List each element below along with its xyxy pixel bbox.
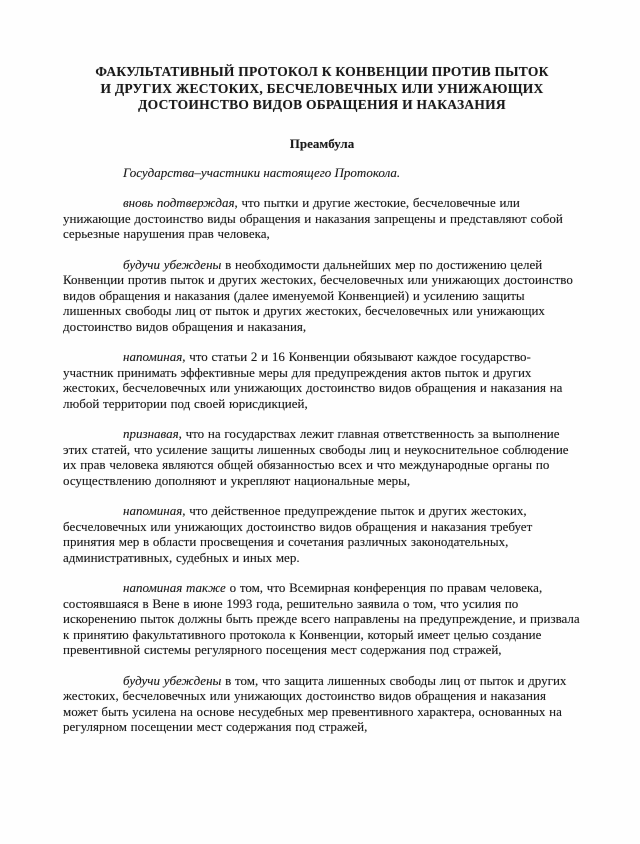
- paragraph-lead: признавая: [123, 426, 179, 441]
- document-title-line-3: ДОСТОИНСТВО ВИДОВ ОБРАЩЕНИЯ И НАКАЗАНИЯ: [138, 97, 506, 112]
- preamble-paragraph-2: [63, 249, 581, 335]
- document-title: [63, 64, 581, 114]
- preamble-paragraph-1: [63, 187, 581, 242]
- preamble-paragraph-5: [63, 495, 581, 565]
- paragraph-text: , что пытки и другие жестокие, бесчеловечные или унижающие достоинство виды обращения и наказания запрещены и представляют собой серьезные нарушения прав человека,: [63, 195, 563, 241]
- salutation-line: Государства–участники настоящего Протокола.: [123, 164, 401, 180]
- paragraph-lead: будучи убеждены: [123, 672, 222, 688]
- paragraph-text: в том, что защита лишенных свободы лиц от пыток и других жестоких, бесчеловечных или унижающих достоинство видов обращения и наказания может быть усилена на основе несудебных мер превентивного характера, основанных на регулярном посещении мест содержания под стражей,: [63, 672, 567, 734]
- paragraph-lead: напоминая: [123, 349, 183, 364]
- document-content: [63, 64, 581, 735]
- document-title-line-2: И ДРУГИХ ЖЕСТОКИХ, БЕСЧЕЛОВЕЧНЫХ ИЛИ УНИЖАЮЩИХ: [100, 80, 544, 96]
- paragraph-text: в необходимости дальнейших мер по достижению целей Конвенции против пыток и других жестоких, бесчеловечных или унижающих достоинство видов обращения и наказания (далее именуемой Конвенцией) и усилению защиты лишенных свободы лиц от пыток и других жестоких, бесчеловечных или унижающих достоинство видов обращения и наказания,: [63, 256, 573, 334]
- paragraph-text: о том, что Всемирная конференция по правам человека, состоявшаяся в Вене в июне 1993 года, решительно заявила о том, что усилия по искоренению пыток должны быть прежде всего направлены на предупреждение, и призвала к принятию факультативного протокола к Конвенции, который имеет целью создание превентивной системы регулярного посещения мест содержания под стражей,: [63, 580, 580, 657]
- paragraph-text: , что статьи 2 и 16 Конвенции обязывают каждое государство-участник принимать эффективные меры для предупреждения актов пыток и других жестоких, бесчеловечных или унижающих достоинство видов обращения и наказания на любой территории под своей юрисдикцией,: [63, 349, 563, 411]
- paragraph-lead: напоминая: [123, 503, 183, 518]
- document-title-line-1: ФАКУЛЬТАТИВНЫЙ ПРОТОКОЛ К КОНВЕНЦИИ ПРОТИВ ПЫТОК: [95, 64, 549, 79]
- paragraph-text: , что на государствах лежит главная ответственность за выполнение этих статей, что усиление защиты лишенных свободы лиц и неукоснительное соблюдение их прав человека являются общей обязанностью всех и что международные органы по осуществлению дополняют и укрепляют национальные меры,: [63, 426, 569, 488]
- preamble-paragraph-3: [63, 341, 581, 411]
- preamble-heading: Преамбула: [289, 135, 355, 151]
- paragraph-lead: напоминая также: [123, 580, 226, 595]
- paragraph-lead: будучи убеждены: [123, 256, 222, 272]
- preamble-paragraph-7: [63, 665, 581, 735]
- paragraph-text: , что действенное предупреждение пыток и других жестоких, бесчеловечных или унижающих достоинство видов обращения и наказания требует принятия мер в области просвещения и сочетания различных законодательных, административных, судебных и иных мер.: [63, 503, 533, 565]
- preamble-paragraph-6: [63, 572, 581, 658]
- preamble-paragraph-4: [63, 418, 581, 488]
- paragraph-lead: вновь подтверждая: [123, 195, 235, 210]
